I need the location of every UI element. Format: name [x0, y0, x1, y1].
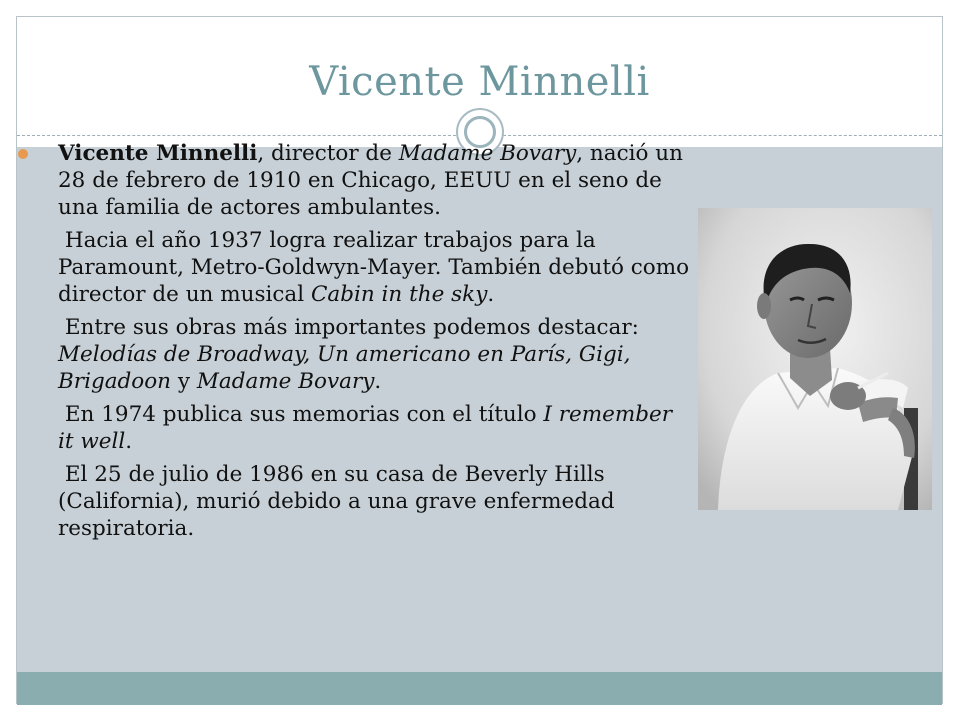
- paragraph-4: [44, 401, 694, 455]
- paragraph-3: [44, 314, 694, 395]
- p2-italic: Cabin in the sky: [310, 282, 488, 307]
- p2-text-a: Hacia el año 1937 logra realizar trabajos para la Paramount, Metro-Goldwyn-Mayer. También debutó como director de un musical: [58, 228, 690, 307]
- paragraph-5: [44, 461, 694, 542]
- p2-text-b: .: [487, 282, 495, 307]
- paragraph-1: [44, 140, 694, 221]
- p4-italic: I remember it well: [58, 402, 672, 454]
- p4-text-b: .: [125, 429, 133, 454]
- p1-bold: Vicente Minnelli: [58, 141, 258, 166]
- p4-text-a: En 1974 publica sus memorias con el título: [64, 402, 544, 427]
- portrait-photo-icon: [698, 208, 932, 510]
- body-text: [44, 140, 694, 548]
- p1-text-a: , director de: [257, 141, 399, 166]
- p3-text-c: .: [374, 369, 382, 394]
- p1-text-b: , nació un 28 de febrero de 1910 en Chicago, EEUU en el seno de una familia de actores ambulantes.: [58, 141, 683, 220]
- p3-text-a: Entre sus obras más importantes podemos destacar:: [64, 315, 639, 340]
- p3-text-b: y: [171, 369, 197, 394]
- slide-title: Vicente Minnelli: [309, 59, 650, 105]
- p3-italic-a: Melodías de Broadway, Un americano en París, Gigi, Brigadoon: [58, 342, 631, 394]
- paragraph-2: [44, 227, 694, 308]
- p1-italic: Madame Bovary: [398, 141, 577, 166]
- portrait-photo: [698, 208, 932, 510]
- p3-italic-b: Madame Bovary: [196, 369, 375, 394]
- bullet-icon: [18, 149, 28, 159]
- p5-text: El 25 de julio de 1986 en su casa de Beverly Hills (California), murió debido a una grave enfermedad respiratoria.: [58, 462, 615, 541]
- footer-bar: [17, 672, 942, 705]
